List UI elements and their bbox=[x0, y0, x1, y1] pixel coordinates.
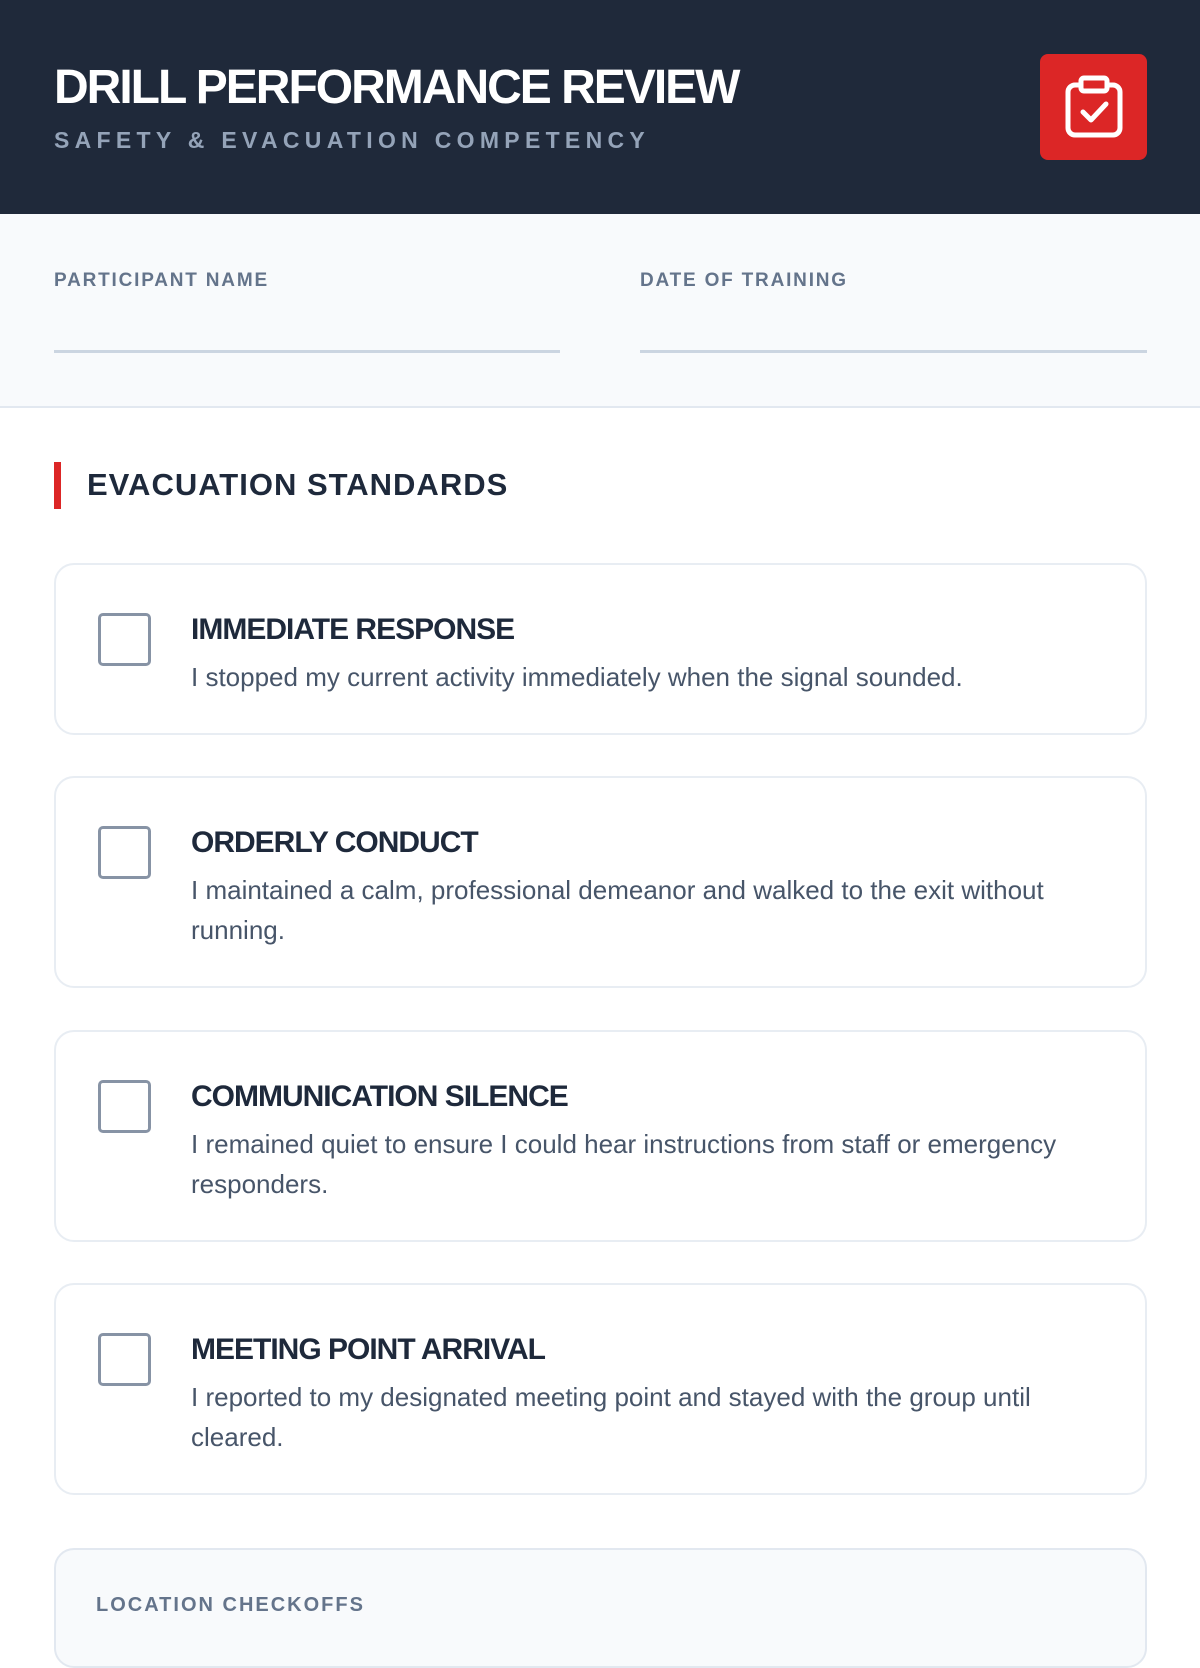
checklist-item bbox=[54, 563, 1147, 735]
item-title: IMMEDIATE RESPONSE bbox=[191, 613, 515, 646]
page-subtitle: SAFETY & EVACUATION COMPETENCY bbox=[54, 127, 651, 153]
item-description: I reported to my designated meeting point and stayed with the group until cleared. bbox=[191, 1382, 1031, 1452]
checklist-item bbox=[54, 1030, 1147, 1242]
location-checkoffs-label: LOCATION CHECKOFFS bbox=[96, 1594, 365, 1616]
participant-name-label: PARTICIPANT NAME bbox=[54, 270, 269, 291]
checklist-item bbox=[54, 776, 1147, 988]
item-description: I maintained a calm, professional demeanor and walked to the exit without running. bbox=[191, 875, 1044, 945]
item-description: I remained quiet to ensure I could hear instructions from staff or emergency responders. bbox=[191, 1129, 1057, 1199]
item-title: COMMUNICATION SILENCE bbox=[191, 1080, 568, 1113]
item-checkbox[interactable] bbox=[98, 1333, 151, 1386]
item-checkbox[interactable] bbox=[98, 826, 151, 879]
training-date-label: DATE OF TRAINING bbox=[640, 270, 848, 291]
training-date-field[interactable] bbox=[640, 350, 1147, 353]
section-accent-bar bbox=[54, 462, 61, 509]
page-header bbox=[0, 0, 1200, 214]
participant-name-field[interactable] bbox=[54, 350, 560, 353]
header-badge bbox=[1040, 54, 1147, 160]
item-checkbox[interactable] bbox=[98, 1080, 151, 1133]
item-checkbox[interactable] bbox=[98, 613, 151, 666]
section-title: EVACUATION STANDARDS bbox=[87, 467, 509, 502]
location-checkoffs-card bbox=[54, 1548, 1147, 1668]
item-title: MEETING POINT ARRIVAL bbox=[191, 1333, 545, 1366]
item-description: I stopped my current activity immediately when the signal sounded. bbox=[191, 662, 963, 692]
participant-info bbox=[0, 214, 1200, 408]
item-title: ORDERLY CONDUCT bbox=[191, 826, 478, 859]
checklist-item bbox=[54, 1283, 1147, 1495]
clipboard-check-icon bbox=[1064, 75, 1124, 139]
page-title: DRILL PERFORMANCE REVIEW bbox=[54, 61, 739, 114]
